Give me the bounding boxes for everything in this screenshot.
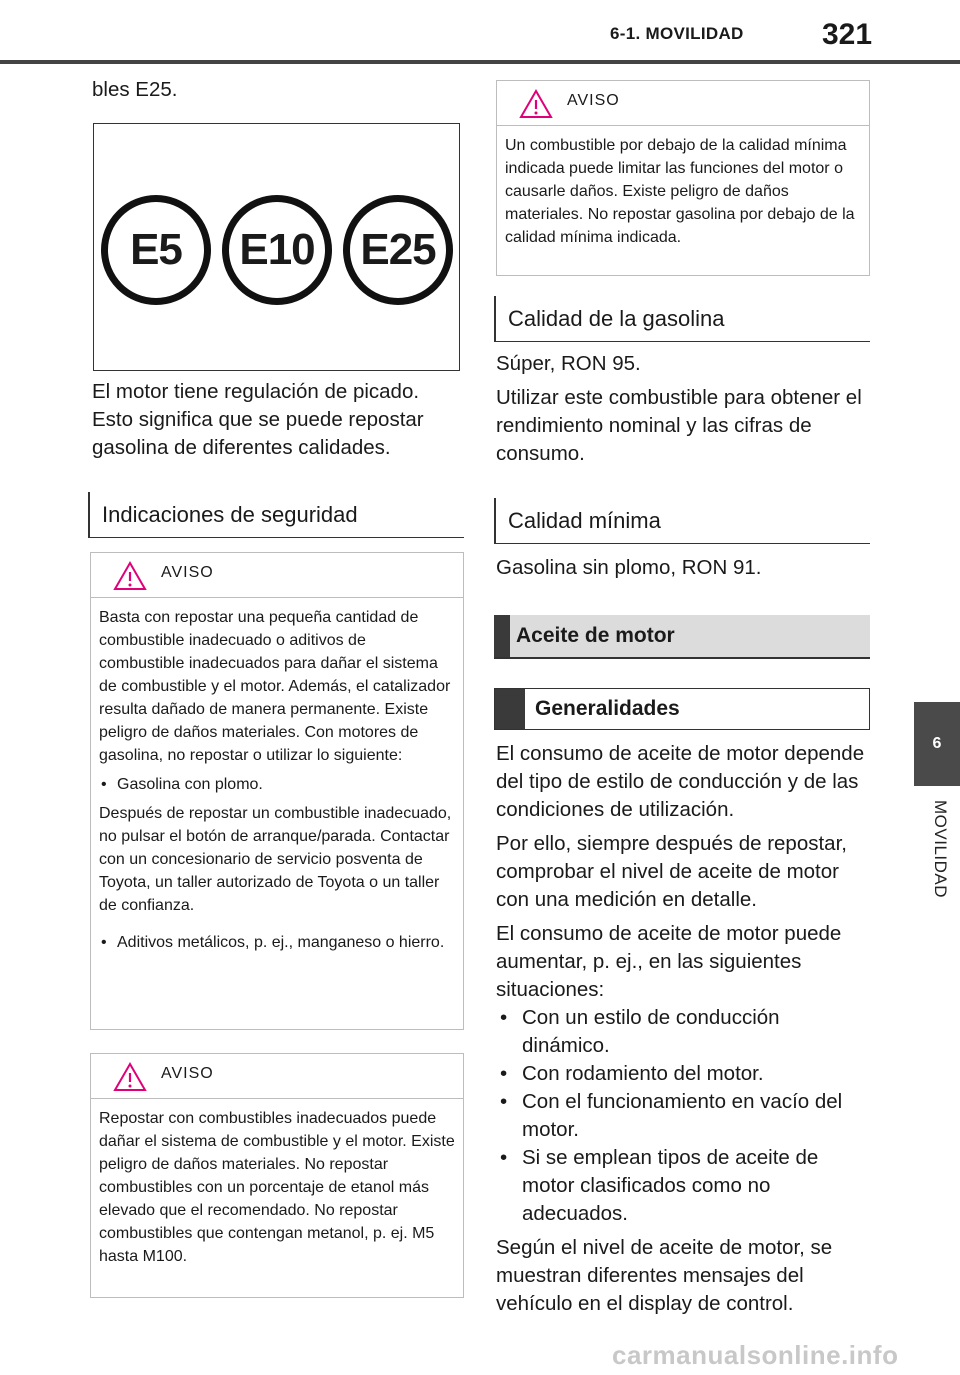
quality-section xyxy=(496,350,866,468)
engine-oil-heading: Aceite de motor xyxy=(494,615,870,659)
min-quality-heading: Calidad mínima xyxy=(494,498,870,544)
warning-header xyxy=(91,1054,463,1099)
list-item: • Con rodamiento del motor. xyxy=(496,1060,868,1088)
warning-text: Un combustible por debajo de la calidad mínima indicada puede limitar las funciones del motor o causarle daños. Existe peligro de daños materiales. No repostar gasolina por debajo de la calidad mínima indicada. xyxy=(505,137,855,246)
chapter-label: MOVILIDAD xyxy=(931,800,950,899)
warning-box-ethanol xyxy=(90,1053,464,1298)
list-item: • Con el funcionamiento en vacío del motor. xyxy=(496,1088,868,1144)
warning-triangle-icon xyxy=(113,1062,147,1092)
warning-box-min-quality xyxy=(496,80,870,276)
oil-text: El consumo de aceite de motor depende del tipo de estilo de conducción y de las condiciones de utilización. xyxy=(496,742,865,821)
warning-header xyxy=(497,81,869,126)
oil-text: Por ello, siempre después de repostar, comprobar el nivel de aceite de motor con una medición en detalle. xyxy=(496,832,847,911)
warning-header xyxy=(91,553,463,598)
list-item: • Si se emplean tipos de aceite de motor clasificados como no adecuados. xyxy=(496,1144,868,1228)
list-item: • Con un estilo de conducción dinámico. xyxy=(496,1004,868,1060)
warning-title: AVISO xyxy=(161,564,214,581)
section-title: 6-1. MOVILIDAD xyxy=(610,24,744,43)
fuel-sign-figure xyxy=(93,123,460,371)
sign-e10: E10 xyxy=(222,195,332,305)
oil-text: El consumo de aceite de motor puede aumentar, p. ej., en las siguientes situaciones: xyxy=(496,922,842,1001)
page-number: 321 xyxy=(822,18,873,51)
sign-e5: E5 xyxy=(101,195,211,305)
warning-text: Basta con repostar una pequeña cantidad de combustible inadecuado o aditivos de combustible inadecuados para dañar el sistema de combustible y el motor. Además, el catalizador resulta dañado de manera permanente. Existe peligro de daños materiales. Con motores de gasolina, no repostar o utilizar lo siguiente: xyxy=(99,609,451,764)
warning-text: Después de repostar un combustible inadecuado, no pulsar el botón de arranque/parada. Contactar con un concesionario de servicio posventa de Toyota, un taller autorizado de Toyota o un taller de confianza. xyxy=(99,805,452,914)
warning-triangle-icon xyxy=(519,89,553,119)
gasoline-quality-heading: Calidad de la gasolina xyxy=(494,296,870,342)
quality-ron: Súper, RON 95. xyxy=(496,352,641,375)
quality-text: Utilizar este combustible para obtener el rendimiento nominal y las cifras de consumo. xyxy=(496,386,862,465)
warning-bullet: • Aditivos metálicos, p. ej., manganeso o hierro. xyxy=(99,931,455,954)
watermark: carmanualsonline.info xyxy=(612,1340,899,1370)
oil-situations-list xyxy=(496,1004,868,1228)
sign-e25: E25 xyxy=(343,195,453,305)
warning-triangle-icon xyxy=(113,561,147,591)
oil-text: Según el nivel de aceite de motor, se muestran diferentes mensajes del vehículo en el display de control. xyxy=(496,1236,833,1315)
safety-heading: Indicaciones de seguridad xyxy=(88,492,464,538)
warning-title: AVISO xyxy=(567,92,620,109)
general-heading: Generalidades xyxy=(494,688,870,730)
min-quality-text: Gasolina sin plomo, RON 91. xyxy=(496,556,762,579)
oil-section xyxy=(496,740,868,1318)
chapter-tab[interactable]: 6 xyxy=(914,702,960,786)
warning-bullet: • Gasolina con plomo. xyxy=(99,773,455,796)
warning-box-fuel xyxy=(90,552,464,1030)
intro-text: bles E25. xyxy=(92,78,178,101)
knock-paragraph: El motor tiene regulación de picado. Esto significa que se puede repostar gasolina de diferentes calidades. xyxy=(92,380,424,459)
warning-title: AVISO xyxy=(161,1065,214,1082)
warning-text: Repostar con combustibles inadecuados puede dañar el sistema de combustible y el motor. Existe peligro de daños materiales. No repostar combustibles con un porcentaje de etanol más elevado que el recomendado. No repostar combustibles que contengan metanol, p. ej. M5 hasta M100. xyxy=(99,1110,455,1265)
header-rule xyxy=(0,60,960,64)
